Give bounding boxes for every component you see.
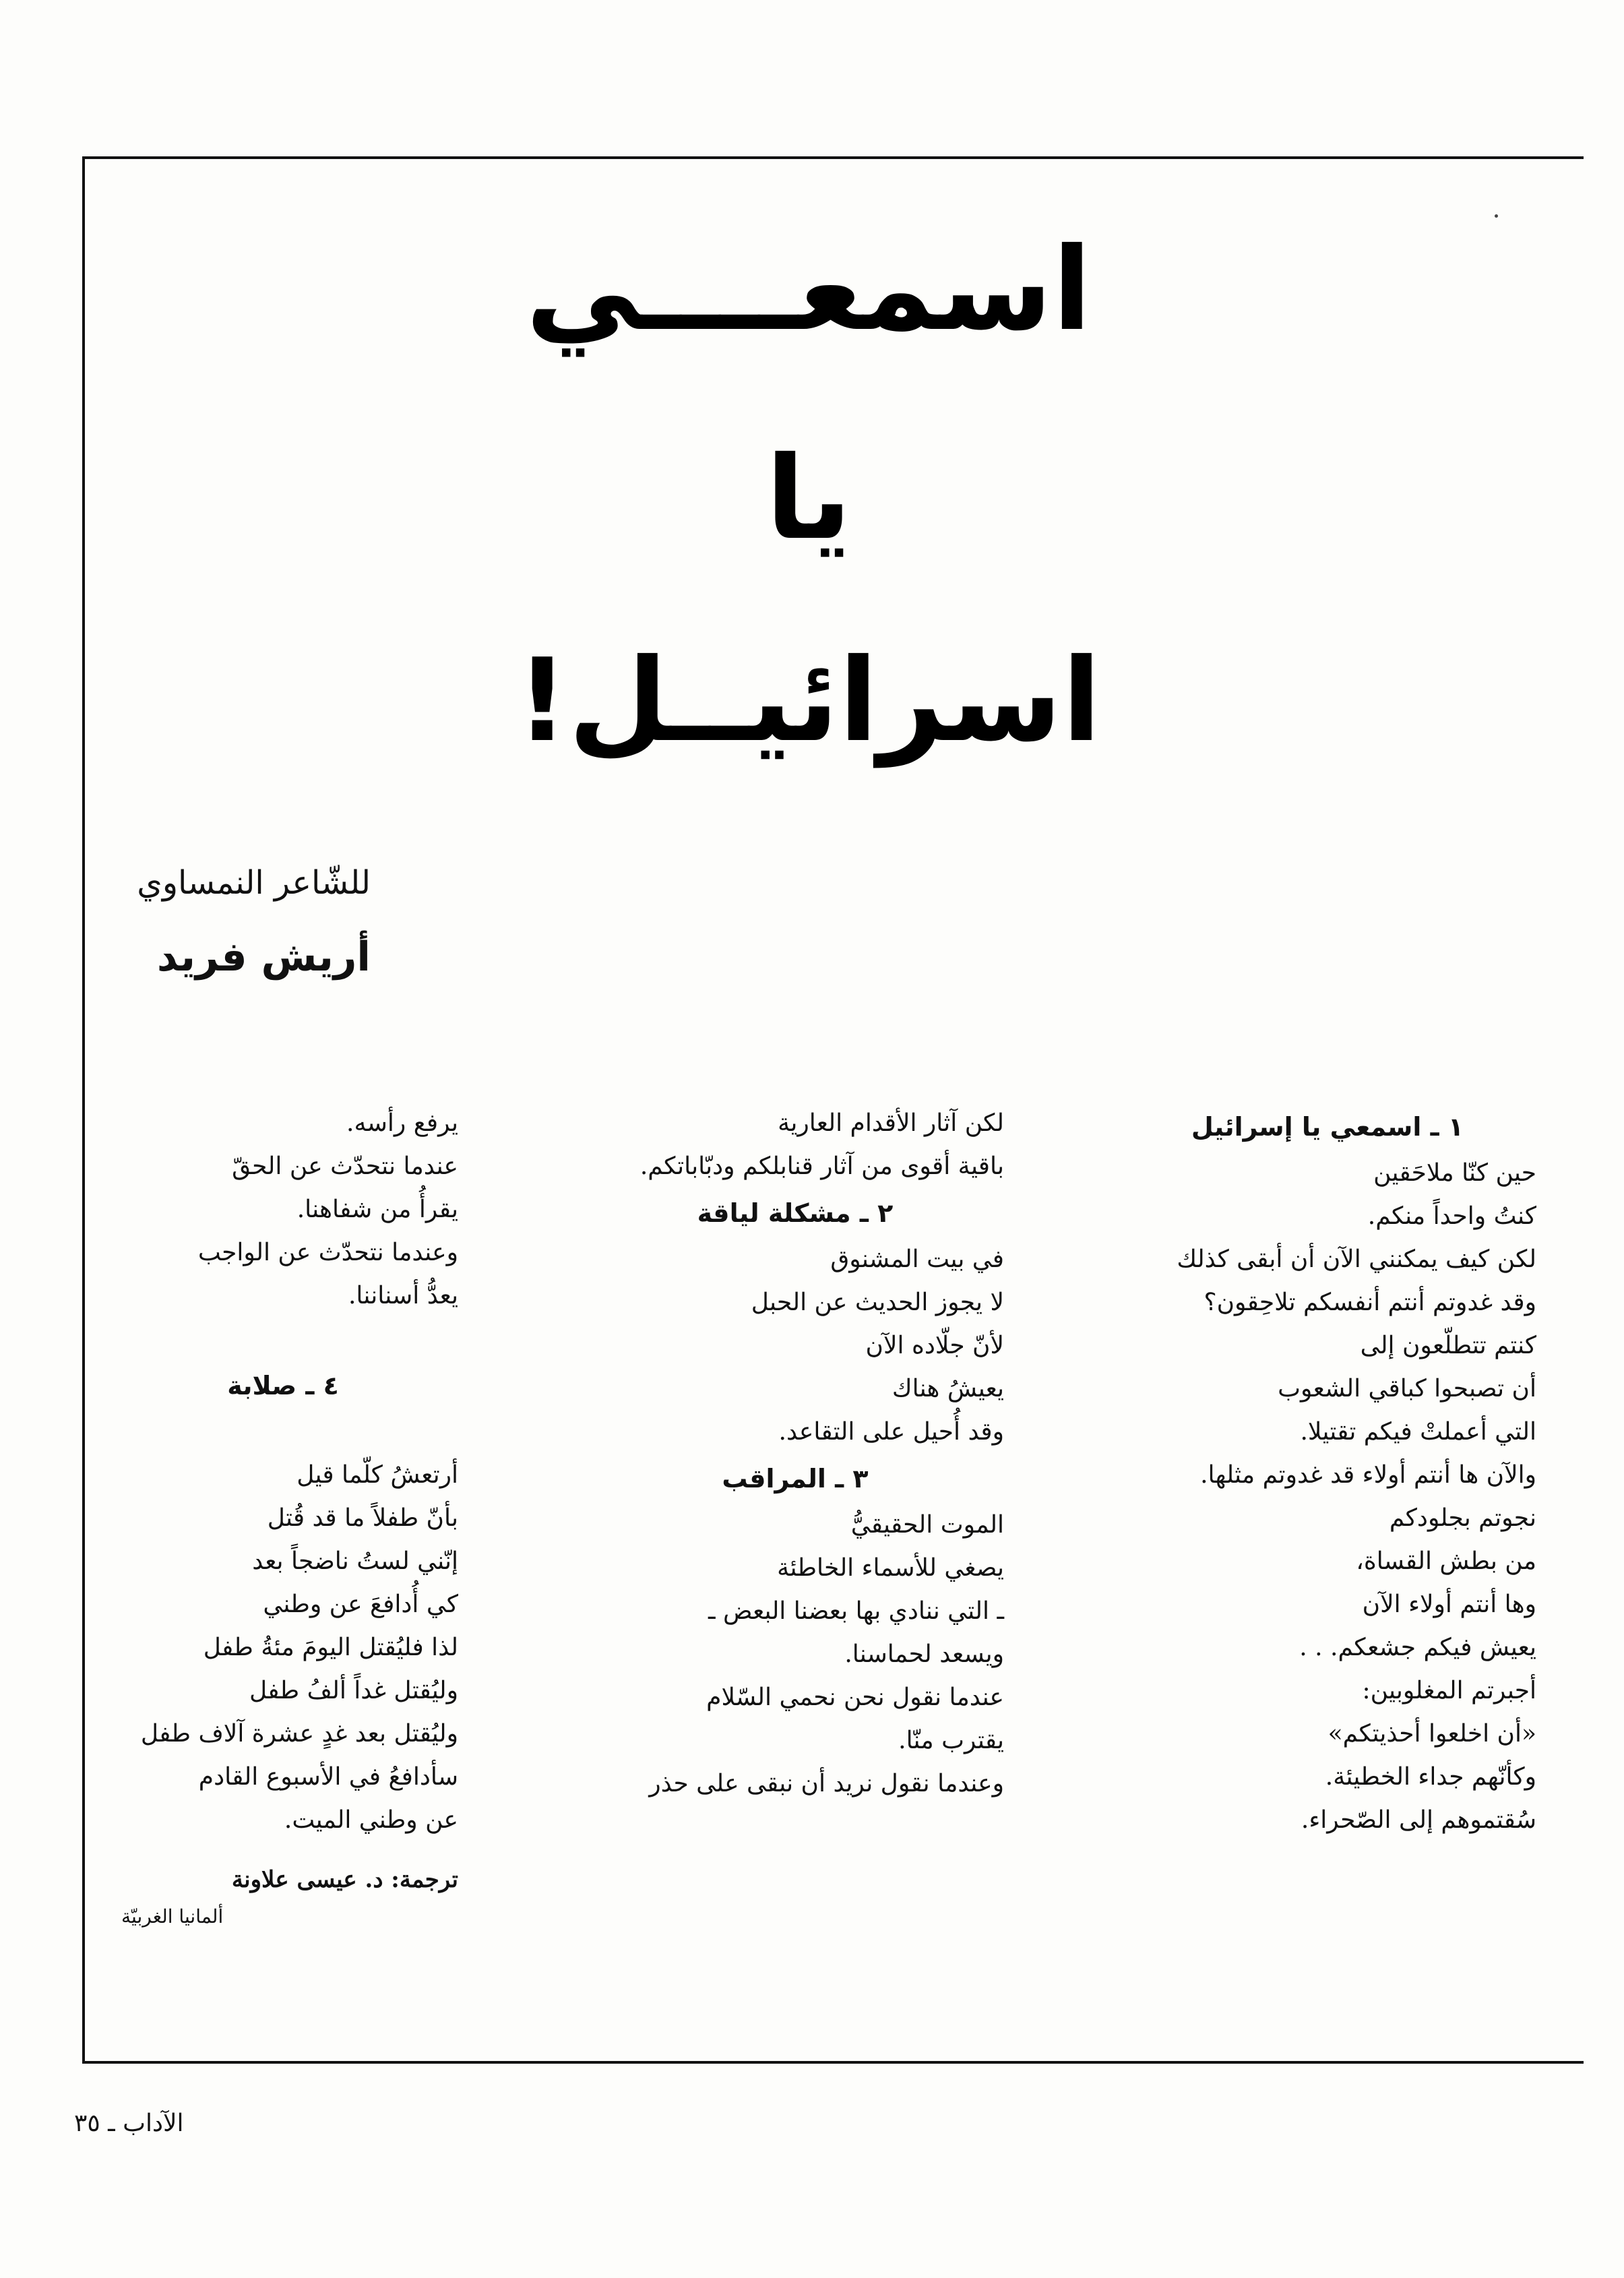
poem-column-2 <box>586 1102 1004 1806</box>
section-4-heading: ٤ ـ صلابة <box>227 1371 339 1400</box>
poem-column-1 <box>1119 1102 1536 1842</box>
poem-line: يعيشُ هناك <box>892 1375 1004 1403</box>
poem-line: يقترب منّا. <box>898 1727 1004 1754</box>
title-line-3: اسرائيــل! <box>516 634 1102 768</box>
translator-location: ألمانيا الغربيّة <box>121 1905 224 1928</box>
poem-column-3 <box>108 1102 458 1934</box>
byline-role: للشّاعر النمساوي <box>137 864 371 902</box>
poem-line: بأنّ طفلاً ما قد قُتل <box>267 1504 458 1532</box>
poem-line: باقية أقوى من آثار قنابلكم ودبّاباتكم. <box>639 1152 1004 1180</box>
poem-line: وليُقتل غداً ألفُ طفل <box>249 1677 458 1704</box>
poem-line: لكن كيف يمكنني الآن أن أبقى كذلك <box>1177 1245 1536 1273</box>
poem-line: كي أُدافعَ عن وطني <box>263 1591 458 1618</box>
poem-line: يرفع رأسه. <box>346 1109 458 1137</box>
poem-line: ويسعد لحماسنا. <box>844 1640 1004 1668</box>
byline-author: أريش فريد <box>156 933 371 981</box>
section-3-heading: ٣ ـ المراقب <box>722 1464 869 1494</box>
poem-line: ـ التي ننادي بها بعضنا البعض ـ <box>708 1597 1004 1625</box>
poem-line: يعيش فيكم جشعكم. . . <box>1299 1634 1536 1661</box>
poem-line: لذا فليُقتل اليومَ مئةُ طفل <box>203 1634 458 1661</box>
poem-line: وها أنتم أولاء الآن <box>1362 1591 1536 1618</box>
poem-line: «أن اخلعوا أحذيتكم» <box>1328 1720 1536 1748</box>
translator-credit: ترجمة: د. عيسى علاونة <box>231 1866 458 1893</box>
title-line-2: يا <box>766 432 852 565</box>
poem-line: في بيت المشنوق <box>830 1245 1004 1273</box>
poem-line: وليُقتل بعد غدٍ عشرة آلاف طفل <box>140 1720 458 1748</box>
spacer <box>108 1842 458 1859</box>
poem-line: كنتم تتطلّعون إلى <box>1360 1332 1536 1359</box>
page-footer: الآداب ـ ٣٥ <box>74 2110 184 2137</box>
poem-line: عندما نقول نحن نحمي السّلام <box>706 1684 1004 1711</box>
poem-line: سأدافعُ في الأسبوع القادم <box>198 1763 458 1791</box>
poem-line: وكأنّهم جداء الخطيئة. <box>1325 1763 1536 1791</box>
poem-line: يعدُّ أسناننا. <box>348 1282 458 1310</box>
poem-line: أرتعشُ كلّما قيل <box>296 1461 458 1489</box>
poem-line: نجوتم بجلودكم <box>1389 1504 1536 1532</box>
poem-line: وقد أُحيل على التقاعد. <box>778 1418 1004 1446</box>
poem-line: وقد غدوتم أنتم أنفسكم تلاحِقون؟ <box>1204 1289 1536 1316</box>
poem-line: والآن ها أنتم أولاء قد غدوتم مثلها. <box>1200 1461 1536 1489</box>
poem-line: سُقتموهم إلى الصّحراء. <box>1301 1806 1536 1834</box>
poem-line: لأنّ جلّاده الآن <box>865 1332 1004 1359</box>
poem-line: وعندما نقول نريد أن نبقى على حذر <box>649 1770 1004 1797</box>
poem-line: حين كنّا ملاحَقين <box>1373 1159 1536 1187</box>
spacer <box>108 1318 458 1361</box>
poem-line: أجبرتم المغلوبين: <box>1362 1677 1536 1704</box>
poem-line: عن وطني الميت. <box>284 1806 458 1834</box>
poem-line: كنتُ واحداً منكم. <box>1367 1202 1536 1230</box>
speck <box>1495 214 1498 218</box>
poem-line: يصغي للأسماء الخاطئة <box>777 1554 1004 1582</box>
poem-line: الموت الحقيقيُّ <box>850 1511 1004 1539</box>
poem-line: من بطش القساة، <box>1356 1547 1536 1575</box>
section-2-heading: ٢ ـ مشكلة لياقة <box>697 1198 894 1228</box>
spacer <box>108 1411 458 1454</box>
poem-line: عندما نتحدّث عن الحقّ <box>232 1152 458 1180</box>
poem-line: يقرأُ من شفاهنا. <box>296 1196 458 1223</box>
poem-line: التي أعملتْ فيكم تقتيلا. <box>1300 1418 1536 1446</box>
section-1-heading: ١ ـ اسمعي يا إسرائيل <box>1191 1112 1464 1142</box>
title-line-1: اسمعــــي <box>526 223 1092 357</box>
poem-line: لكن آثار الأقدام العارية <box>778 1109 1004 1137</box>
poem-line: وعندما نتحدّث عن الواجب <box>197 1239 458 1266</box>
poem-line: لا يجوز الحديث عن الحبل <box>751 1289 1004 1316</box>
poem-line: إنّني لستُ ناضجاً بعد <box>252 1547 458 1575</box>
poem-line: أن تصبحوا كباقي الشعوب <box>1278 1375 1536 1403</box>
